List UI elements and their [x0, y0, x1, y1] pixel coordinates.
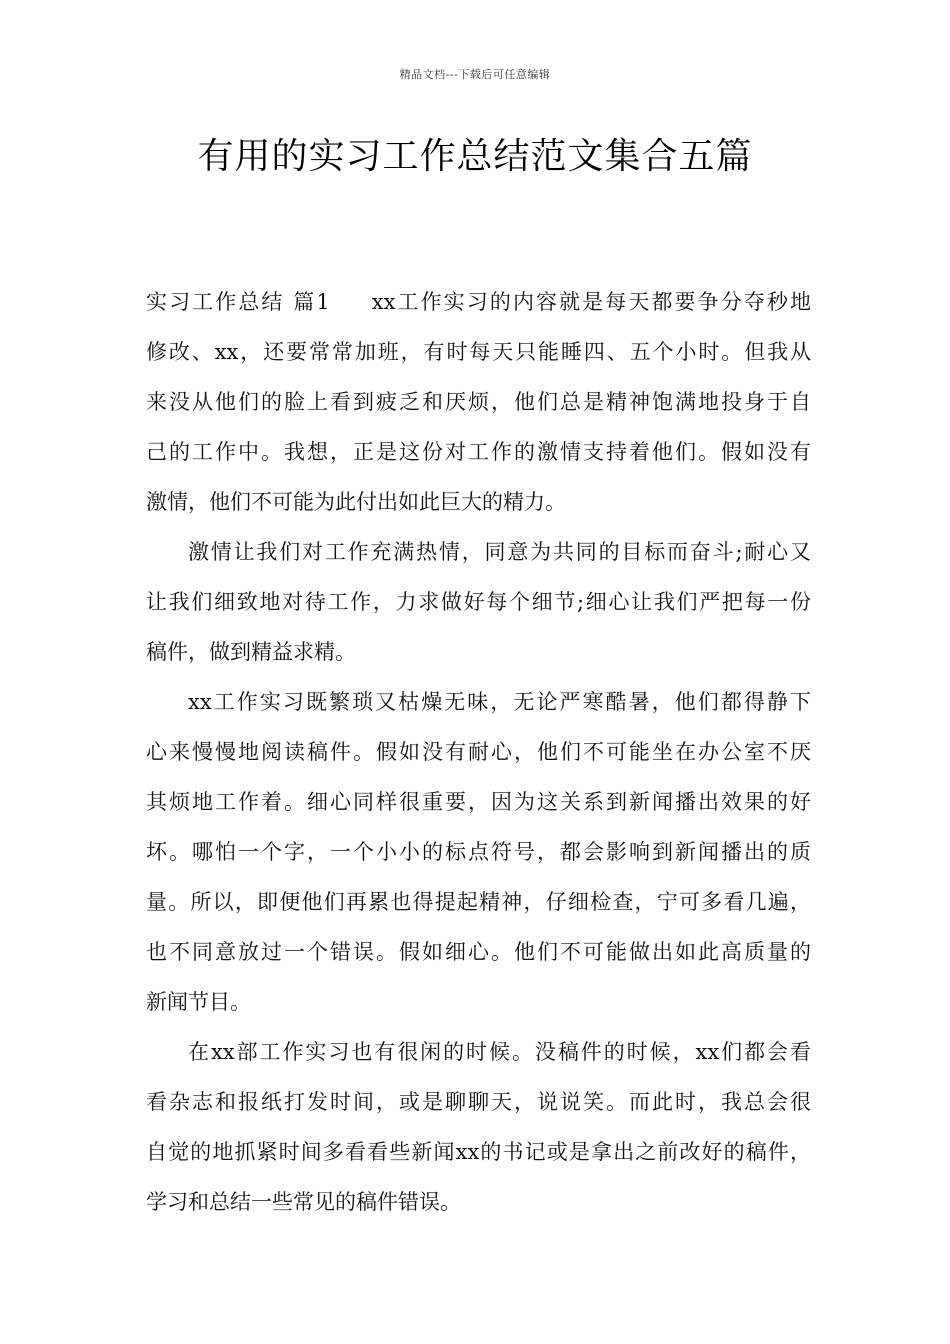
text-line: 稿件，做到精益求精。 — [146, 640, 356, 664]
text-line: 坏。哪怕一个字，一个小小的标点符号，都会影响到新闻播出的质 — [146, 840, 811, 864]
text-line: 修改、xx，还要常常加班，有时每天只能睡四、五个小时。但我从 — [146, 340, 811, 364]
text-line: 激情，他们不可能为此付出如此巨大的精力。 — [146, 490, 566, 514]
text-line: 也不同意放过一个错误。假如细心。他们不可能做出如此高质量的 — [146, 940, 811, 964]
text-line: 来没从他们的脸上看到疲乏和厌烦，他们总是精神饱满地投身于自 — [146, 390, 811, 414]
header-note: 精品文档---下载后可任意编辑 — [399, 68, 551, 81]
text-line: 量。所以，即便他们再累也得提起精神，仔细检查，宁可多看几遍， — [146, 890, 811, 914]
text-line: 让我们细致地对待工作，力求做好每个细节;细心让我们严把每一份 — [146, 590, 811, 614]
text-line: 心来慢慢地阅读稿件。假如没有耐心，他们不可能坐在办公室不厌 — [146, 740, 811, 764]
text-line: 己的工作中。我想，正是这份对工作的激情支持着他们。假如没有 — [146, 440, 811, 464]
paragraph-first-line: xx工作实习既繁琐又枯燥无味，无论严寒酷暑，他们都得静下 — [188, 690, 811, 714]
text-line: 新闻节目。 — [146, 990, 251, 1014]
document-title: 有用的实习工作总结范文集合五篇 — [197, 136, 753, 177]
text-line: 学习和总结一些常见的稿件错误。 — [146, 1190, 461, 1214]
line-text: xx工作实习的内容就是每天都要争分夺秒地 — [371, 290, 811, 314]
text-line — [146, 284, 811, 334]
document-body — [146, 284, 811, 1234]
paragraph-first-line: 在xx部工作实习也有很闲的时候。没稿件的时候，xx们都会看 — [188, 1040, 811, 1064]
text-line: 自觉的地抓紧时间多看看些新闻xx的书记或是拿出之前改好的稿件， — [146, 1140, 811, 1164]
text-line: 看杂志和报纸打发时间，或是聊聊天，说说笑。而此时，我总会很 — [146, 1090, 811, 1114]
section-label: 实习工作总结 篇1 — [146, 290, 330, 314]
text-line: 其烦地工作着。细心同样很重要，因为这关系到新闻播出效果的好 — [146, 790, 811, 814]
paragraph-first-line: 激情让我们对工作充满热情，同意为共同的目标而奋斗;耐心又 — [188, 540, 811, 564]
